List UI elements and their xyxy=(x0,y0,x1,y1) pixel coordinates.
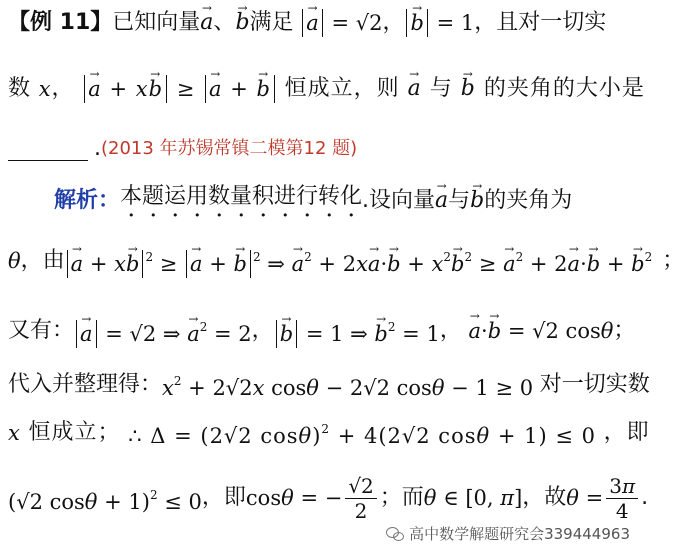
problem-text: 、 xyxy=(213,10,236,35)
problem-text: ， xyxy=(382,10,405,35)
problem-text: 数 xyxy=(8,76,32,101)
fraction: $\frac{√2}{2}$ xyxy=(345,474,376,523)
math-expression: → a = √2 ⇒ → $a^2 = 2$ xyxy=(74,310,252,351)
vector-b: → b xyxy=(235,6,249,40)
math-expression: → a·→ b = √2 cosθ xyxy=(462,314,614,348)
vector-b: → b xyxy=(470,184,484,218)
solution-text: ， xyxy=(251,317,274,343)
problem-text: ，且对一切实 xyxy=(474,10,607,35)
solution-text: ； xyxy=(662,247,684,273)
answer-blank xyxy=(8,138,88,161)
solution-text: 恒成立； xyxy=(28,419,121,445)
problem-text: 已知向量 xyxy=(112,10,201,35)
problem-text: 满足 xyxy=(249,10,294,35)
solution-tag: 解析： xyxy=(54,188,121,213)
problem-line-1 xyxy=(8,6,632,40)
problem-line-3: . (2013 年苏锡常镇二模第12 题) xyxy=(8,132,632,166)
solution-text: ；而 xyxy=(379,485,424,510)
solution-line-5 xyxy=(8,412,650,453)
solution-line-2 xyxy=(8,240,684,281)
solution-text: .设向量 xyxy=(362,188,436,213)
solution-text: 的夹角为 xyxy=(484,188,573,213)
problem-text: 的夹角的大小是 xyxy=(483,76,645,101)
solution-text: ，即 xyxy=(603,419,650,445)
math-expression: ∴ Δ = (2√2 cosθ)$^2$ + 4(2√2 cosθ + 1) ≤ 0 xyxy=(120,422,604,448)
var-theta: θ xyxy=(8,248,21,273)
solution-text: 本题运用数量积进行转化 xyxy=(120,184,363,209)
problem-line-2 xyxy=(8,72,645,106)
example-tag: 【例 11】 xyxy=(8,10,113,35)
math-expression: → a = √2 xyxy=(294,6,383,40)
math-expression: θ ∈ [0, π] xyxy=(423,486,523,510)
math-expression: → a + x→ b $^2$ ≥ → a + → b $^2$ ⇒ → $a^2 + 2x\to a\cdot\to b + x^2\to b^2$ ≥ → $a^2 + 2\to a\cdot\to b$ + → $b^2$ xyxy=(65,240,653,281)
solution-line-4 xyxy=(8,364,650,405)
math-expression: (√2 cosθ + 1)$^2$ ≤ 0 xyxy=(8,487,202,514)
solution-text: 代入并整理得： xyxy=(8,371,163,397)
solution-text: 对一切实数 xyxy=(539,371,650,397)
solution-text: ； xyxy=(613,317,636,343)
vector-a: → a xyxy=(200,6,213,40)
problem-text: 恒成立，则 xyxy=(284,76,400,101)
solution-text: ，即 xyxy=(201,485,246,510)
watermark xyxy=(386,523,630,544)
var-x: x xyxy=(8,420,29,445)
problem-text: ， xyxy=(51,76,75,101)
problem-text: 与 xyxy=(429,76,453,101)
var-x: x xyxy=(31,77,52,101)
math-expression: cosθ = − xyxy=(245,486,343,510)
math-expression: → b = 1 xyxy=(404,6,474,40)
vector-a: → a xyxy=(400,72,430,106)
solution-line-1 xyxy=(8,180,632,222)
math-expression: → b = 1 ⇒ → $b^2 = 1$ xyxy=(274,310,440,351)
math-expression: θ = xyxy=(566,486,604,510)
solution-text: ，由 xyxy=(20,247,65,273)
vector-b: → b xyxy=(453,72,484,106)
solution-text: 又有： xyxy=(8,317,75,343)
solution-text: ，故 xyxy=(522,485,567,510)
vector-a: → a xyxy=(435,184,448,218)
wechat-icon xyxy=(386,527,404,541)
math-expression: → a + x→ b ≥ → a + → b xyxy=(75,72,285,106)
problem-source: (2013 年苏锡常镇二模第12 题) xyxy=(101,138,358,159)
watermark-text: 高中数学解题研究会339444963 xyxy=(409,525,630,543)
solution-text: 与 xyxy=(448,188,471,213)
math-expression: $x^2 + 2√2x$ cosθ − 2√2 cosθ − 1 ≥ 0 xyxy=(162,374,540,400)
fraction: $\frac{3\pi}{4}$ xyxy=(606,474,638,523)
solution-line-3 xyxy=(8,310,636,351)
solution-line-6: (√2 cosθ + 1)$^2$ ≤ 0 ，即 cosθ = − $\frac{√2}{2}$ ；而 θ ∈ [0, π] ，故 θ = $\frac{3\pi}{4}$ . xyxy=(8,473,649,523)
solution-text: ， xyxy=(439,317,462,343)
